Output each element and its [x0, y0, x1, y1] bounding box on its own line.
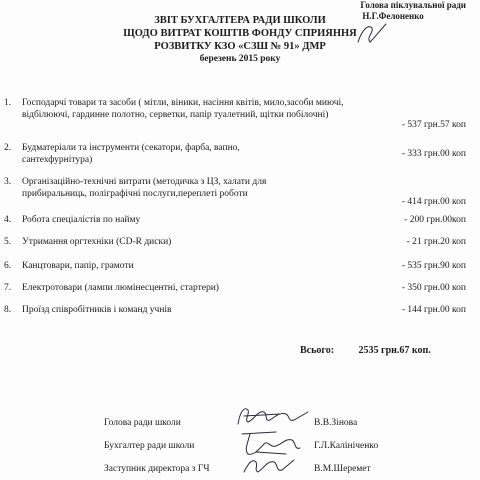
item-number: 6. [4, 261, 12, 271]
title-line-3: РОЗВИТКУ КЗО «СЗШ № 91» ДМР [154, 41, 326, 52]
item-amount: - 350 грн.00 коп [401, 283, 466, 293]
expense-item [4, 98, 476, 134]
item-description: Канцтовари, папір, грамоти [22, 261, 134, 271]
item-number: 7. [4, 283, 12, 293]
item-number: 5. [4, 237, 12, 247]
signature-role: Заступник директора з ГЧ [104, 464, 210, 474]
total-label: Всього: [300, 345, 335, 356]
item-description: Робота спеціалістів по найму [22, 215, 141, 225]
item-amount: - 200 грн.00коп [404, 215, 466, 225]
item-number: 3. [4, 177, 12, 187]
title-line-1: ЗВІТ БУХГАЛТЕРА РАДИ ШКОЛИ [154, 15, 326, 26]
item-description: Будматеріали та інструменти (секатори, фарба, вапно, сантехфурнітура) [22, 143, 240, 165]
item-number: 4. [4, 215, 12, 225]
total-row [300, 345, 431, 356]
item-amount: - 535 грн.90 коп [401, 261, 466, 271]
item-description: Утримання оргтехніки (CD-R диски) [22, 237, 172, 247]
item-number: 8. [4, 305, 12, 315]
signature-name: Г.Л.Калініченко [314, 441, 379, 451]
approval-name: Н.Г.Фелоненко [362, 11, 424, 21]
expense-item [4, 177, 476, 213]
item-amount: - 333 грн.00 коп [401, 149, 466, 159]
title-line-2: ЩОДО ВИТРАТ КОШТІВ ФОНДУ СПРИЯННЯ [123, 28, 357, 39]
item-amount: - 414 грн.00 коп [401, 197, 466, 207]
total-value: 2535 грн.67 коп. [358, 345, 431, 356]
item-number: 1. [4, 98, 12, 108]
item-amount: - 144 грн.00 коп [401, 305, 466, 315]
item-description: Проїзд співробітників і команд учнів [22, 305, 172, 315]
item-description: Організаційно-технічні витрати (методичка з ЦЗ, халати для прибиральниць, поліграфічні послуги,переплеті роботи [22, 177, 267, 199]
title-date: березень 2015 року [199, 54, 281, 64]
expense-item [4, 143, 476, 167]
item-number: 2. [4, 143, 12, 153]
document-title [0, 14, 480, 66]
signature-name: В.В.Зінова [314, 418, 358, 428]
item-amount: - 537 грн.57 коп [401, 120, 466, 130]
item-description: Господарчі товари та засоби ( мітли, віники, насіння квітів, мило,засоби миючі, відбілюючі, гардинне полотно, серветки, папір туалетний, щітки побілочні) [22, 98, 344, 120]
signature-3 [240, 452, 300, 478]
item-description: Електротовари (лампи люмінесцентні, стартери) [22, 283, 219, 293]
signature-name: В.М.Шеремет [314, 464, 371, 474]
signature-role: Бухгалтер ради школи [104, 441, 195, 451]
approval-title: Голова піклувальної ради [360, 0, 466, 10]
item-amount: - 21 грн.20 коп [406, 237, 466, 247]
signature-role: Голова ради школи [104, 418, 181, 428]
